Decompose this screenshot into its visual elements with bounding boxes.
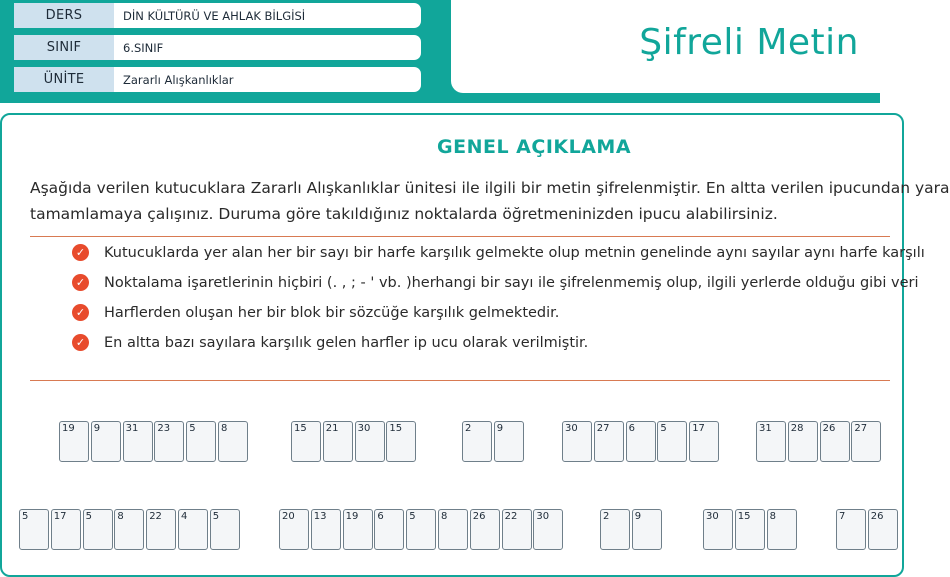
cipher-cell[interactable] — [210, 509, 240, 550]
instruction-text: En altta bazı sayılara karşılık gelen harfler ip ucu olarak verilmiştir. — [104, 334, 589, 351]
cipher-number: 30 — [706, 511, 719, 522]
cipher-cell[interactable] — [279, 509, 309, 550]
cipher-number: 30 — [565, 423, 578, 434]
cipher-cell[interactable] — [657, 421, 687, 462]
intro-text — [30, 175, 950, 227]
cipher-cell[interactable] — [689, 421, 719, 462]
cipher-cell[interactable] — [438, 509, 468, 550]
cipher-cell[interactable] — [735, 509, 765, 550]
cipher-number: 9 — [496, 423, 504, 434]
cipher-number: 20 — [282, 511, 295, 522]
cipher-cell[interactable] — [594, 421, 624, 462]
section-title: GENEL AÇIKLAMA — [437, 136, 632, 158]
check-icon: ✓ — [72, 334, 89, 351]
instruction-item — [72, 274, 919, 291]
meta-row-unite — [14, 67, 421, 92]
cipher-cell[interactable] — [186, 421, 216, 462]
cipher-number: 30 — [357, 423, 371, 434]
cipher-cell[interactable] — [462, 421, 492, 462]
cipher-cell[interactable] — [756, 421, 786, 462]
cipher-cell[interactable] — [406, 509, 436, 550]
cipher-number: 4 — [181, 511, 188, 522]
cipher-cell[interactable] — [836, 509, 866, 550]
cipher-number: 8 — [221, 423, 228, 434]
cipher-number: 7 — [839, 511, 846, 522]
cipher-number: 23 — [157, 423, 171, 434]
title-box — [451, 0, 891, 93]
cipher-cell[interactable] — [533, 509, 563, 550]
cipher-cell[interactable] — [851, 421, 881, 462]
cipher-number: 21 — [325, 423, 339, 434]
meta-value: Zararlı Alışkanlıklar — [123, 72, 234, 87]
cipher-cell[interactable] — [374, 509, 404, 550]
meta-row-sinif — [14, 35, 421, 60]
cipher-cell[interactable] — [600, 509, 630, 550]
cipher-number: 5 — [660, 423, 667, 434]
cipher-cell[interactable] — [291, 421, 321, 462]
cipher-number: 13 — [313, 511, 327, 522]
cipher-cell[interactable] — [562, 421, 592, 462]
cipher-number: 8 — [769, 511, 776, 522]
cipher-number: 17 — [53, 511, 67, 522]
cipher-number: 8 — [117, 511, 124, 522]
cipher-number: 27 — [596, 423, 610, 434]
cipher-number: 6 — [628, 423, 635, 434]
cipher-cell[interactable] — [154, 421, 184, 462]
page-title: Şifreli Metin — [639, 22, 859, 63]
instruction-text: Noktalama işaretlerinin hiçbiri (. , ; - ' vb. )herhangi bir sayı ile şifrelenmemiş olup, ilgili yerlerde olduğu gibi veri — [104, 274, 919, 291]
cipher-cell[interactable] — [218, 421, 248, 462]
instruction-item — [72, 244, 925, 261]
check-icon: ✓ — [72, 274, 89, 291]
cipher-number: 5 — [409, 511, 416, 522]
cipher-cell[interactable] — [386, 421, 416, 462]
cipher-number: 9 — [93, 423, 101, 434]
cipher-cell[interactable] — [632, 509, 662, 550]
cipher-number: 5 — [22, 511, 29, 522]
cipher-cell[interactable] — [19, 509, 49, 550]
instruction-text: Harflerden oluşan her bir blok bir sözcüğe karşılık gelmektedir. — [104, 304, 560, 321]
cipher-number: 15 — [294, 423, 307, 434]
cipher-cell[interactable] — [502, 509, 532, 550]
cipher-cell[interactable] — [703, 509, 733, 550]
cipher-cell[interactable] — [820, 421, 850, 462]
cipher-cell[interactable] — [51, 509, 81, 550]
cipher-number: 26 — [472, 511, 486, 522]
cipher-number: 26 — [870, 511, 884, 522]
cipher-number: 5 — [212, 511, 220, 522]
cipher-cell[interactable] — [767, 509, 797, 550]
cipher-cell[interactable] — [91, 421, 121, 462]
cipher-cell[interactable] — [494, 421, 524, 462]
check-icon: ✓ — [72, 244, 89, 261]
intro-line: Aşağıda verilen kutucuklara Zararlı Alışkanlıklar ünitesi ile ilgili bir metin şifrelenmiştir. En altta verilen ipucundan yara — [30, 179, 950, 197]
cipher-number: 22 — [149, 511, 162, 522]
meta-row-ders — [14, 3, 421, 28]
cipher-number: 15 — [737, 511, 751, 522]
cipher-number: 15 — [389, 423, 403, 434]
meta-key: SINIF — [14, 35, 114, 60]
cipher-number: 28 — [790, 423, 804, 434]
cipher-number: 22 — [504, 511, 518, 522]
cipher-number: 17 — [692, 423, 705, 434]
cipher-number: 31 — [759, 423, 772, 434]
cipher-number: 2 — [603, 511, 610, 522]
cipher-number: 30 — [536, 511, 550, 522]
instruction-item — [72, 334, 588, 351]
cipher-cell[interactable] — [626, 421, 656, 462]
cipher-number: 19 — [345, 511, 359, 522]
cipher-number: 2 — [465, 423, 472, 434]
cipher-cell[interactable] — [146, 509, 176, 550]
cipher-number: 5 — [189, 423, 196, 434]
cipher-cell[interactable] — [123, 421, 153, 462]
meta-key: DERS — [14, 3, 114, 28]
meta-value: DİN KÜLTÜRÜ VE AHLAK BİLGİSİ — [123, 8, 306, 23]
cipher-number: 8 — [441, 511, 448, 522]
divider-top — [30, 236, 890, 237]
cipher-number: 31 — [125, 423, 139, 434]
cipher-cell[interactable] — [470, 509, 500, 550]
cipher-cell[interactable] — [355, 421, 385, 462]
cipher-cell[interactable] — [788, 421, 818, 462]
cipher-cell[interactable] — [83, 509, 113, 550]
cipher-number: 6 — [377, 511, 384, 522]
cipher-cell[interactable] — [59, 421, 89, 462]
cipher-cell[interactable] — [311, 509, 341, 550]
check-icon: ✓ — [72, 304, 89, 321]
instruction-text: Kutucuklarda yer alan her bir sayı bir harfe karşılık gelmekte olup metnin genelinde aynı sayılar aynı harfe karşılı — [104, 244, 925, 261]
instruction-item — [72, 304, 559, 321]
cipher-cell[interactable] — [114, 509, 144, 550]
cipher-cell[interactable] — [868, 509, 898, 550]
cipher-cell[interactable] — [343, 509, 373, 550]
cipher-number: 19 — [62, 423, 75, 434]
cipher-number: 26 — [822, 423, 836, 434]
cipher-cell[interactable] — [323, 421, 353, 462]
cipher-number: 27 — [854, 423, 868, 434]
cipher-number: 9 — [634, 511, 642, 522]
cipher-cell[interactable] — [178, 509, 208, 550]
intro-line: tamamlamaya çalışınız. Duruma göre takıldığınız noktalarda öğretmeninizden ipucu alabilirsiniz. — [30, 205, 778, 223]
meta-value: 6.SINIF — [123, 40, 164, 55]
cipher-number: 5 — [85, 511, 92, 522]
meta-key: ÜNİTE — [14, 67, 114, 92]
divider-bottom — [30, 380, 890, 381]
